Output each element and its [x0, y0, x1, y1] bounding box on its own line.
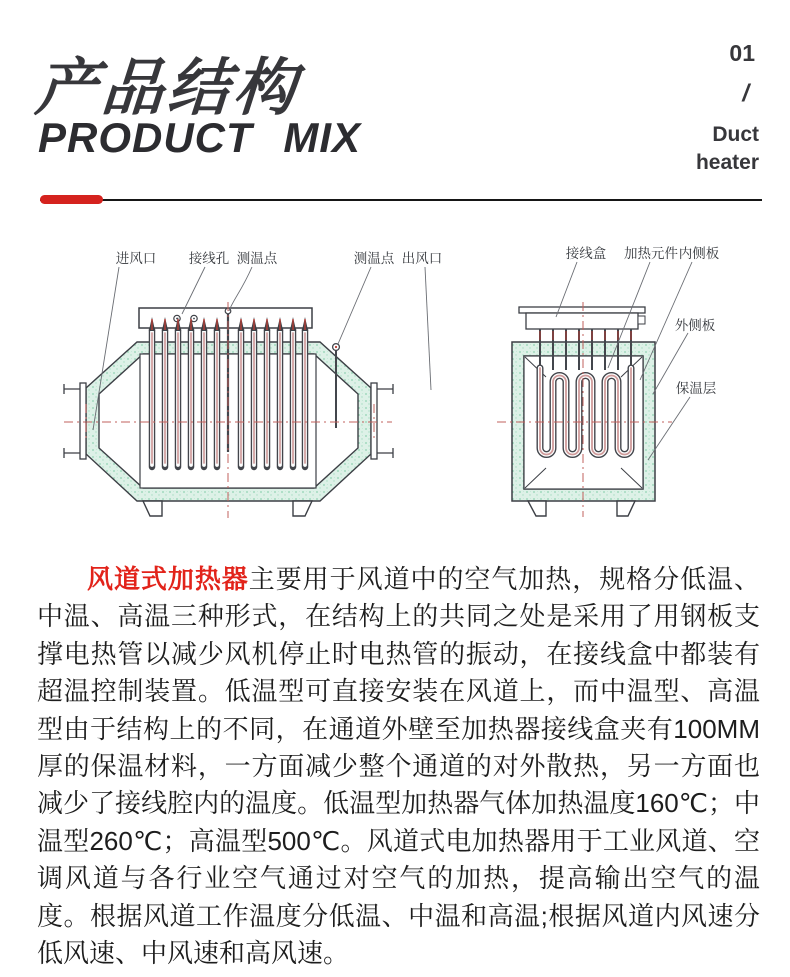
header-right-block — [669, 40, 759, 175]
product-description — [37, 561, 760, 972]
label-air-outlet: 出风口 — [401, 251, 443, 267]
label-temp-point-right: 测温点 — [353, 251, 395, 267]
label-temp-point-left: 测温点 — [236, 251, 278, 267]
duct-heater-section-view — [64, 250, 442, 518]
inlet-flange — [64, 383, 86, 459]
cross-section-feet — [528, 501, 635, 516]
label-wiring-hole: 接线孔 — [188, 251, 230, 267]
product-name-en-line1: Duct — [712, 123, 759, 146]
label-junction-box: 接线盒 — [565, 246, 607, 262]
page-title-en: PRODUCT MIX — [38, 114, 361, 161]
label-outer-side-plate: 外侧板 — [674, 318, 716, 334]
page-index: 01 — [729, 40, 755, 66]
junction-box-nub — [638, 316, 645, 324]
duct-heater-cross-section — [497, 245, 720, 517]
label-inner-side-plate: 内侧板 — [678, 246, 720, 262]
junction-box-body — [526, 313, 638, 329]
divider-accent-bar — [40, 195, 103, 204]
page-title-cn: 产品结构 — [33, 54, 303, 123]
outlet-flange — [371, 383, 393, 459]
technical-diagrams — [0, 240, 790, 550]
label-insulation-layer: 保温层 — [675, 381, 717, 397]
divider-line — [40, 199, 762, 201]
product-description-lead: 风道式加热器 — [87, 564, 249, 594]
label-air-inlet: 进风口 — [115, 251, 157, 267]
product-name-en-line2: heater — [695, 151, 759, 174]
label-heating-element: 加热元件 — [624, 246, 678, 262]
product-description-text: 主要用于风道中的空气加热，规格分低温、中温、高温三种形式，在结构上的共同之处是采用了用钢板支撑电热管以减少风机停止时电热管的振动，在接线盒中都装有超温控制装置。低温型可直接安装在风道上，而中温型、高温型由于结构上的不同，在通道外壁至加热器接线盒夹有100MM厚的保温材料，一方面减少整个通道的对外散热，另一方面也减少了接线腔内的温度。低温型加热器气体加热温度160℃；中温型260℃；高温型500℃。风道式电加热器用于工业风道、空调风道与各行业空气通过对空气的加热，提高输出空气的温度。根据风道工作温度分低温、中温和高温;根据风道内风速分低风速、中风速和高风速。 — [37, 564, 760, 969]
junction-box-lid — [519, 307, 645, 313]
slash-separator: / — [742, 80, 749, 107]
